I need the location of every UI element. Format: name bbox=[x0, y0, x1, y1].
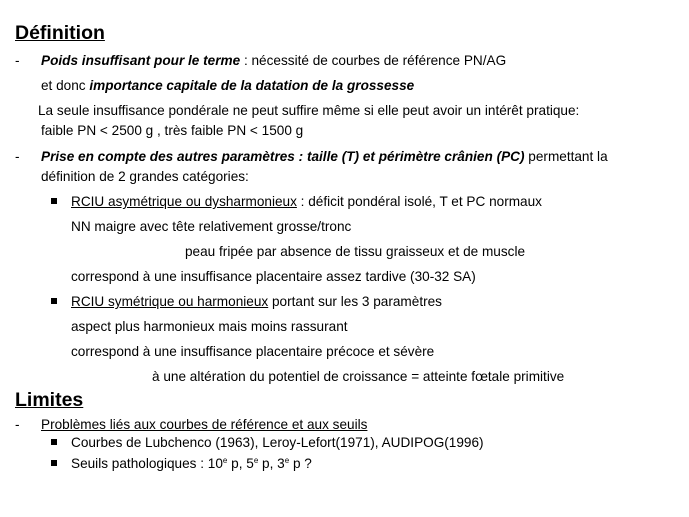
dash-bullet: - bbox=[15, 417, 20, 432]
superscript: e bbox=[222, 456, 228, 465]
square-bullet-icon bbox=[51, 460, 57, 466]
section-title-limites: Limites bbox=[15, 389, 84, 411]
definition-item1-line4: faible PN < 2500 g , très faible PN < 1500 g bbox=[41, 123, 304, 138]
definition-item1-line1 bbox=[41, 52, 506, 69]
sub1-line2: NN maigre avec tête relativement grosse/tronc bbox=[71, 219, 352, 234]
sub2-line1 bbox=[71, 293, 442, 310]
plain-text: Seuils pathologiques : 10 bbox=[71, 456, 223, 471]
plain-text: permettant la bbox=[524, 149, 608, 164]
definition-item1-line3: La seule insuffisance pondérale ne peut suffire même si elle peut avoir un intérêt pratique: bbox=[38, 103, 580, 118]
emphasis-text: Prise en compte des autres paramètres : taille (T) et périmètre crânien (PC) bbox=[41, 149, 525, 164]
sub2-line4: à une altération du potentiel de croissance = atteinte fœtale primitive bbox=[152, 369, 565, 384]
dash-bullet: - bbox=[15, 53, 20, 68]
definition-item2-line2: définition de 2 grandes catégories: bbox=[41, 169, 249, 184]
limites-sub2 bbox=[71, 455, 312, 472]
limites-item1: Problèmes liés aux courbes de référence et aux seuils bbox=[41, 417, 368, 432]
plain-text: portant sur les 3 paramètres bbox=[268, 294, 442, 309]
sub2-line2: aspect plus harmonieux mais moins rassurant bbox=[71, 319, 348, 334]
sub2-line3: correspond à une insuffisance placentaire précoce et sévère bbox=[71, 344, 435, 359]
definition-item2-line1 bbox=[41, 148, 608, 165]
definition-item1-line2 bbox=[41, 77, 414, 94]
superscript: e bbox=[253, 456, 259, 465]
sub1-line3: peau fripée par absence de tissu graisseux et de muscle bbox=[185, 244, 526, 259]
square-bullet-icon bbox=[51, 198, 57, 204]
emphasis-text: importance capitale de la datation de la grossesse bbox=[89, 78, 415, 93]
plain-text: p, 5 bbox=[227, 456, 254, 471]
plain-text: : nécessité de courbes de référence PN/AG bbox=[240, 53, 507, 68]
plain-text: : déficit pondéral isolé, T et PC normaux bbox=[296, 194, 542, 209]
sub1-line1 bbox=[71, 193, 542, 210]
dash-bullet: - bbox=[15, 149, 20, 164]
sub2-label: RCIU symétrique ou harmonieux bbox=[71, 294, 269, 309]
section-title-definition: Définition bbox=[15, 22, 105, 44]
square-bullet-icon bbox=[51, 439, 57, 445]
plain-text: et donc bbox=[41, 78, 90, 93]
limites-sub1: Courbes de Lubchenco (1963), Leroy-Lefort(1971), AUDIPOG(1996) bbox=[71, 435, 484, 450]
superscript: e bbox=[284, 456, 290, 465]
plain-text: p, 3 bbox=[258, 456, 285, 471]
sub1-label: RCIU asymétrique ou dysharmonieux bbox=[71, 194, 297, 209]
sub1-line4: correspond à une insuffisance placentaire assez tardive (30-32 SA) bbox=[71, 269, 476, 284]
square-bullet-icon bbox=[51, 298, 57, 304]
plain-text: p ? bbox=[289, 456, 312, 471]
emphasis-text: Poids insuffisant pour le terme bbox=[41, 53, 241, 68]
